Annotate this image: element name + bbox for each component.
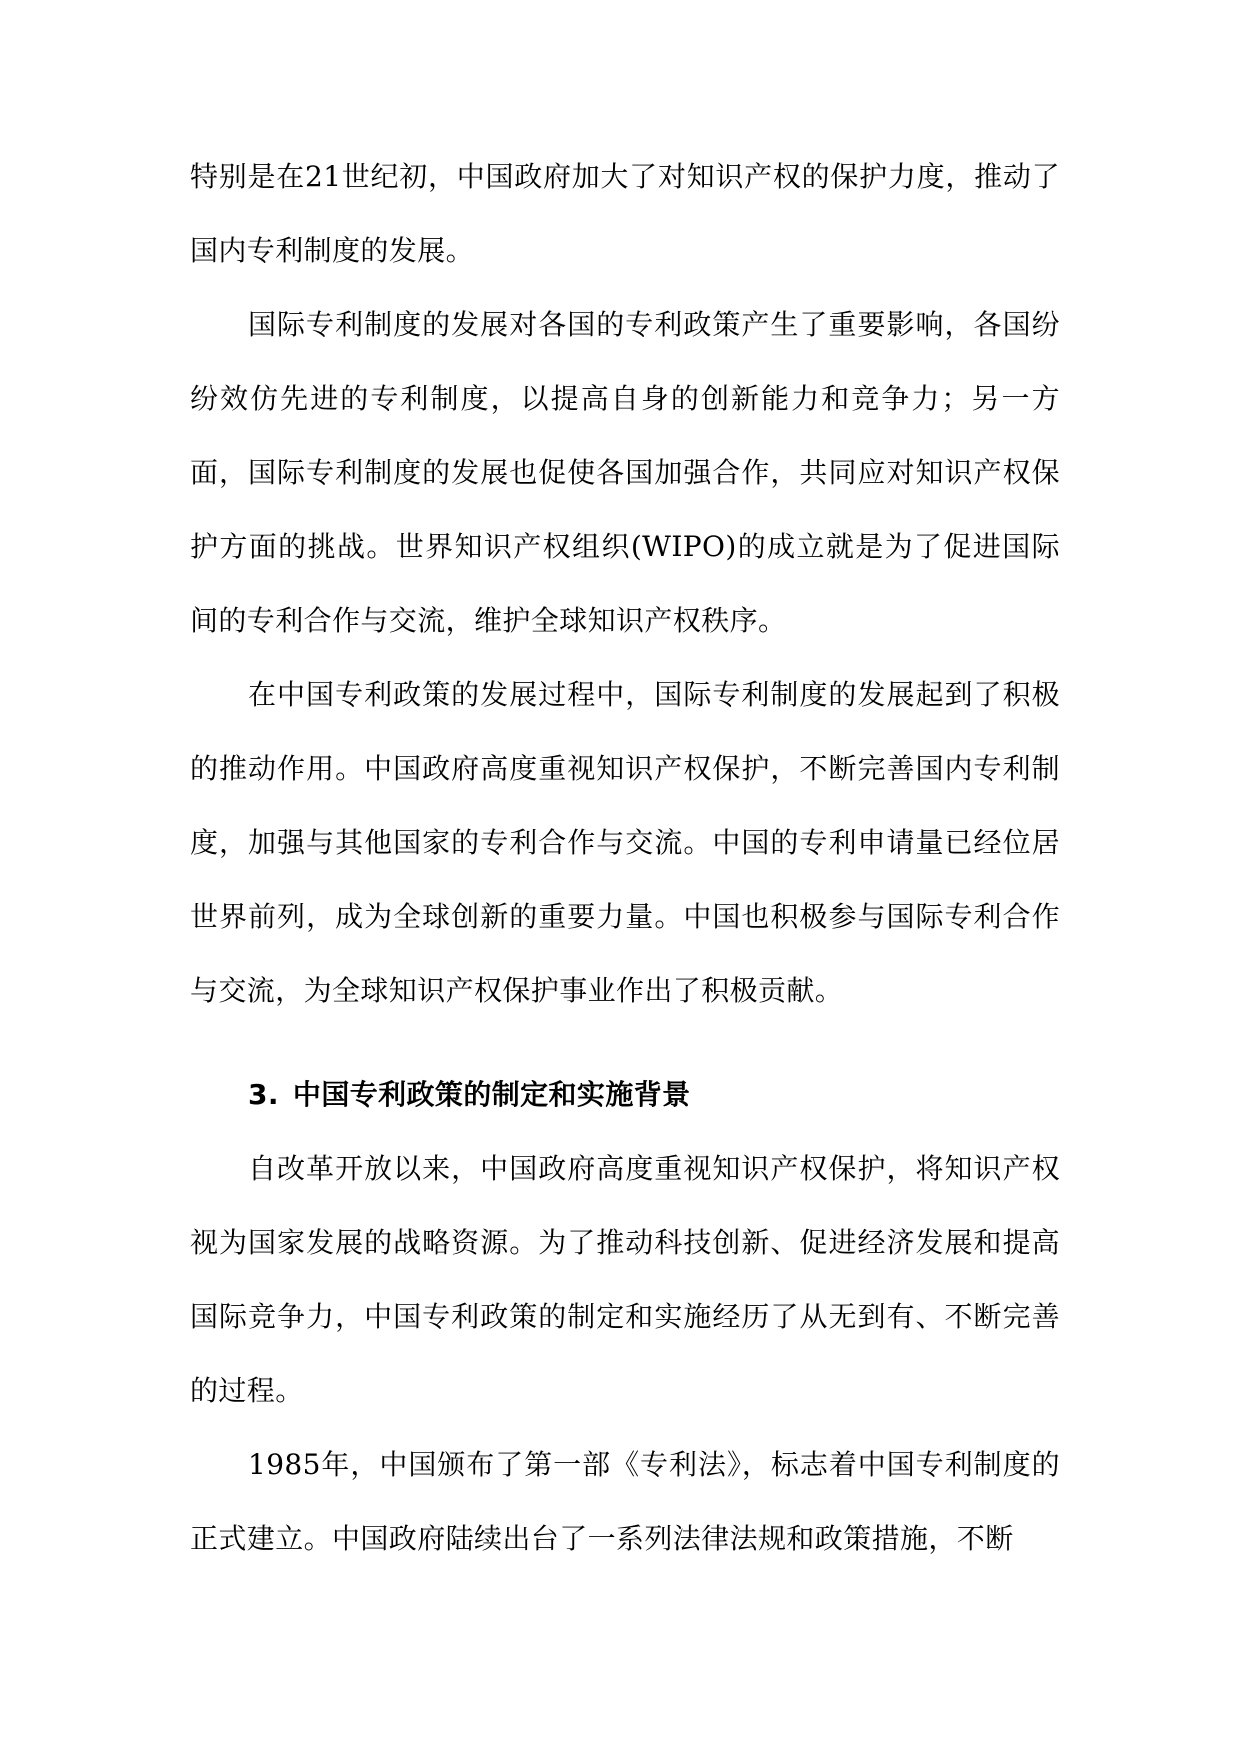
- paragraph-1: 特别是在21世纪初，中国政府加大了对知识产权的保护力度，推动了国内专利制度的发展。: [190, 160, 1060, 267]
- section-heading: [190, 1058, 1060, 1132]
- section-number: 3.: [248, 1078, 279, 1111]
- paragraph-5: 1985年，中国颁布了第一部《专利法》，标志着中国专利制度的正式建立。中国政府陆续出台了一系列法律法规和政策措施，不断: [190, 1448, 1060, 1555]
- document-body: [190, 140, 1060, 1576]
- paragraph-2: 国际专利制度的发展对各国的专利政策产生了重要影响，各国纷纷效仿先进的专利制度，以提高自身的创新能力和竞争力；另一方面，国际专利制度的发展也促使各国加强合作，共同应对知识产权保护方面的挑战。世界知识产权组织(WIPO)的成立就是为了促进国际间的专利合作与交流，维护全球知识产权秩序。: [190, 308, 1060, 637]
- paragraph-4: 自改革开放以来，中国政府高度重视知识产权保护，将知识产权视为国家发展的战略资源。为了推动科技创新、促进经济发展和提高国际竞争力，中国专利政策的制定和实施经历了从无到有、不断完善的过程。: [190, 1152, 1060, 1407]
- paragraph-3: 在中国专利政策的发展过程中，国际专利制度的发展起到了积极的推动作用。中国政府高度重视知识产权保护，不断完善国内专利制度，加强与其他国家的专利合作与交流。中国的专利申请量已经位居世界前列，成为全球创新的重要力量。中国也积极参与国际专利合作与交流，为全球知识产权保护事业作出了积极贡献。: [190, 678, 1060, 1007]
- section-title: 中国专利政策的制定和实施背景: [292, 1078, 691, 1111]
